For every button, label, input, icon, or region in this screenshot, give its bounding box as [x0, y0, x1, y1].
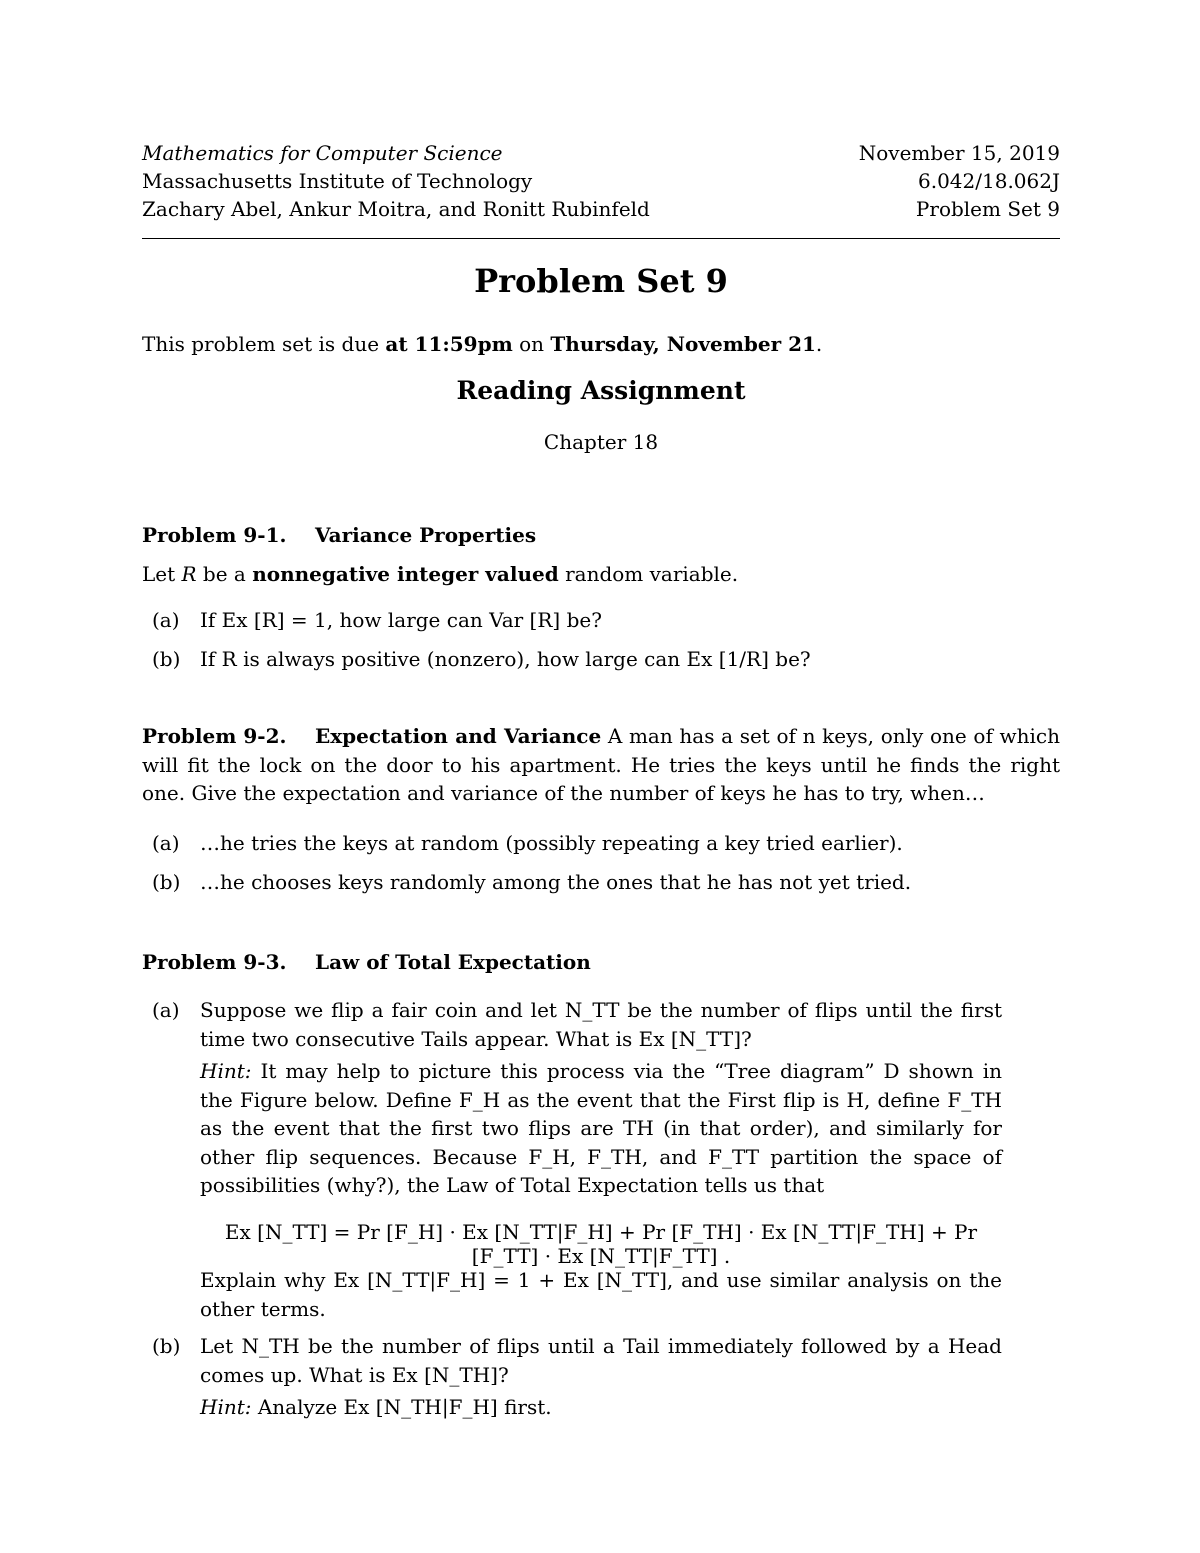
- doc-label: Problem Set 9: [915, 197, 1060, 221]
- reading-heading: Reading Assignment: [456, 376, 746, 405]
- authors: Zachary Abel, Ankur Moitra, and Ronitt Rubinfeld: [142, 197, 650, 221]
- reading-chapter: Chapter 18: [543, 430, 659, 454]
- problem-2-text: Problem 9-2. Expectation and Variance A man has a set of n keys, only one of which will fit the lock on the door to his apartment. He tries the keys until he finds the right one. Give the expectation and variance of the number of keys he has to try, when…: [142, 724, 1060, 805]
- problem-1-title: Problem 9-1. Variance Properties: [142, 523, 537, 547]
- header-row-2: [142, 167, 1060, 195]
- date: November 15, 2019: [858, 141, 1060, 165]
- due-statement: This problem set is due at 11:59pm on Thursday, November 21.: [142, 332, 823, 356]
- course-name: Mathematics for Computer Science: [142, 141, 503, 165]
- institute: Massachusetts Institute of Technology: [142, 169, 533, 193]
- page-title: Problem Set 9: [474, 262, 728, 300]
- header-row-3: [142, 195, 1060, 223]
- problem-3-equation: Ex [N_TT] = Pr [F_H] · Ex [N_TT|F_H] + Pr [F_TH] · Ex [N_TT|F_TH] + Pr [F_TT] · Ex [N_TT|F_TT] .: [224, 1220, 978, 1268]
- problem-2-title: Problem 9-2.: [142, 724, 287, 748]
- header-divider: [142, 238, 1060, 239]
- problem-3-title: Problem 9-3. Law of Total Expectation: [142, 950, 591, 974]
- header-row-1: [142, 139, 1060, 167]
- course-number: 6.042/18.062J: [918, 169, 1060, 193]
- problem-1-intro: Let R be a nonnegative integer valued random variable.: [142, 562, 739, 586]
